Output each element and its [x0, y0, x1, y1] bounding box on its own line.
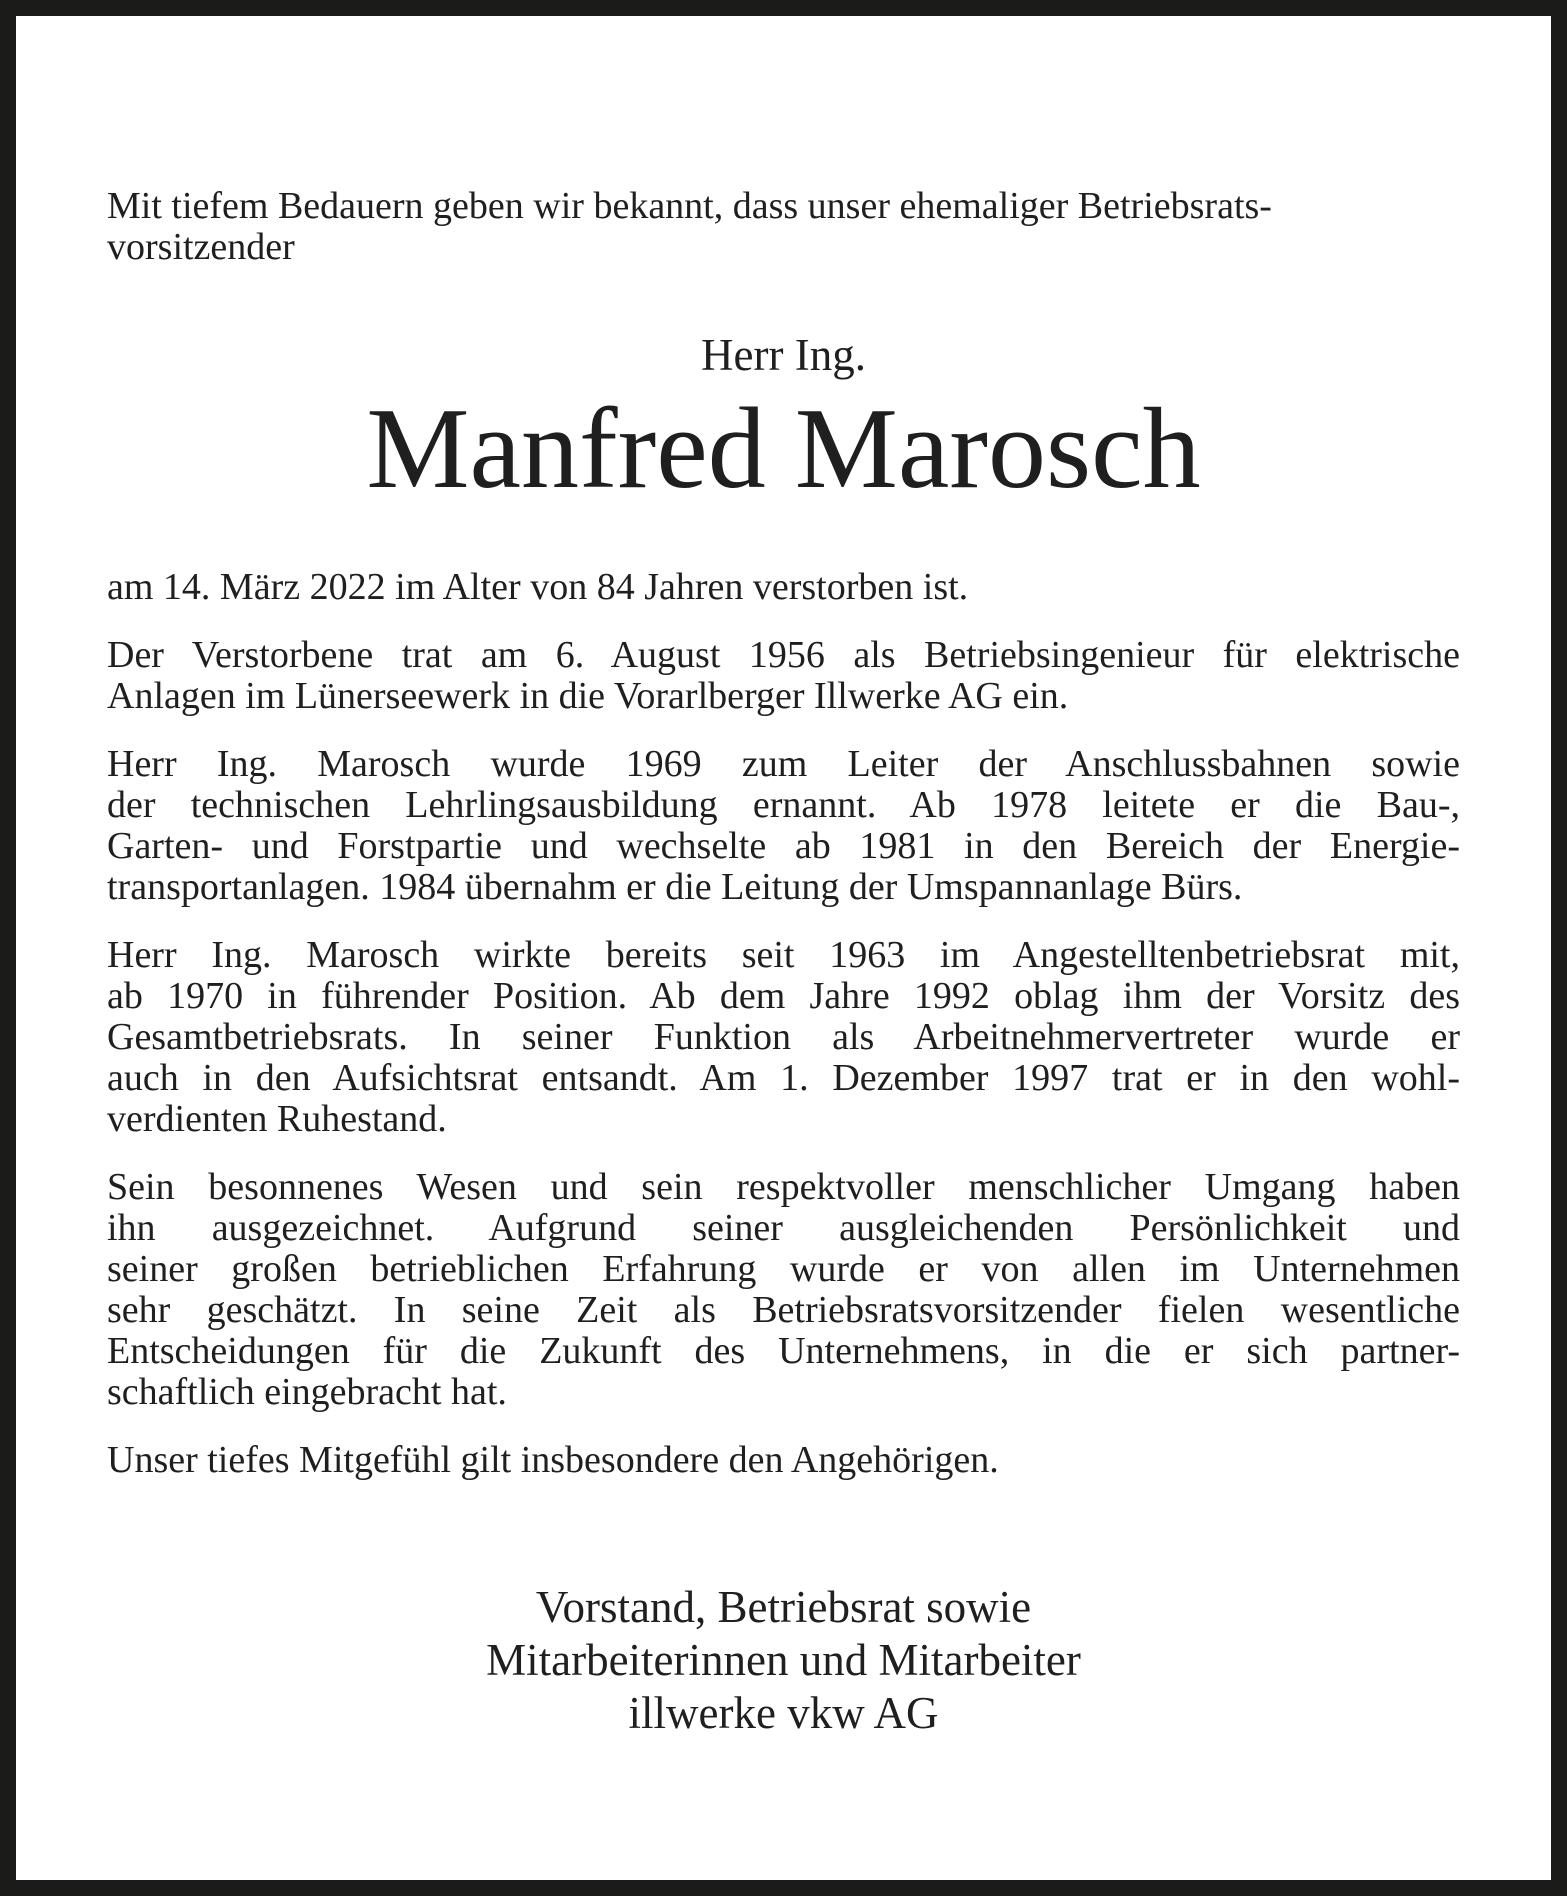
salutation: Herr Ing.: [701, 330, 866, 380]
character-tribute: [107, 1167, 1460, 1413]
text-line: Vorstand, Betriebsrat sowie: [535, 1582, 1032, 1632]
death-line: [107, 567, 1460, 608]
text-line: seiner großen betrieblichen Erfahrung wurde er von allen im Unternehmen: [107, 1248, 1460, 1290]
notice-content: [16, 16, 1551, 1740]
text-line: Herr Ing. Marosch wirkte bereits seit 1963 im Angestelltenbetriebsrat mit,: [107, 934, 1460, 976]
text-line: sehr geschätzt. In seine Zeit als Betriebsratsvorsitzender fielen wesentliche: [107, 1289, 1460, 1331]
text-line: Unser tiefes Mitgefühl gilt insbesondere den Angehörigen.: [107, 1439, 999, 1481]
text-line: Garten- und Forstpartie und wechselte ab 1981 in den Bereich der Energie-: [107, 825, 1460, 867]
text-line: Sein besonnenes Wesen und sein respektvoller menschlicher Umgang haben: [107, 1166, 1460, 1208]
career-entry: [107, 635, 1460, 717]
text-line: schaftlich eingebracht hat.: [107, 1371, 507, 1413]
text-line: ihn ausgezeichnet. Aufgrund seiner ausgleichenden Persönlichkeit und: [107, 1207, 1460, 1249]
text-line: Mit tiefem Bedauern geben wir bekannt, dass unser ehemaliger Betriebsrats-: [107, 185, 1272, 227]
body-paragraphs: [107, 567, 1460, 1481]
text-line: Entscheidungen für die Zukunft des Unternehmens, in die er sich partner-: [107, 1330, 1460, 1372]
text-line: illwerke vkw AG: [628, 1688, 939, 1738]
text-line: am 14. März 2022 im Alter von 84 Jahren verstorben ist.: [107, 566, 969, 608]
signature-block: [107, 1581, 1460, 1740]
career-positions: [107, 744, 1460, 908]
text-line: transportanlagen. 1984 übernahm er die Leitung der Umspannanlage Bürs.: [107, 866, 1243, 908]
intro-paragraph: [107, 186, 1460, 268]
deceased-name: Manfred Marosch: [366, 385, 1201, 513]
works-council: [107, 935, 1460, 1140]
text-line: Herr Ing. Marosch wurde 1969 zum Leiter der Anschlussbahnen sowie: [107, 743, 1460, 785]
text-line: der technischen Lehrlingsausbildung ernannt. Ab 1978 leitete er die Bau-,: [107, 784, 1460, 826]
text-line: Anlagen im Lünerseewerk in die Vorarlberger Illwerke AG ein.: [107, 675, 1069, 717]
text-line: Der Verstorbene trat am 6. August 1956 als Betriebsingenieur für elektrische: [107, 634, 1460, 676]
text-line: vorsitzender: [107, 226, 295, 268]
text-line: auch in den Aufsichtsrat entsandt. Am 1. Dezember 1997 trat er in den wohl-: [107, 1057, 1460, 1099]
condolence: [107, 1440, 1460, 1481]
text-line: Mitarbeiterinnen und Mitarbeiter: [486, 1635, 1081, 1685]
text-line: ab 1970 in führender Position. Ab dem Jahre 1992 oblag ihm der Vorsitz des: [107, 975, 1460, 1017]
text-line: Gesamtbetriebsrats. In seiner Funktion als Arbeitnehmervertreter wurde er: [107, 1016, 1460, 1058]
text-line: verdienten Ruhestand.: [107, 1098, 447, 1140]
